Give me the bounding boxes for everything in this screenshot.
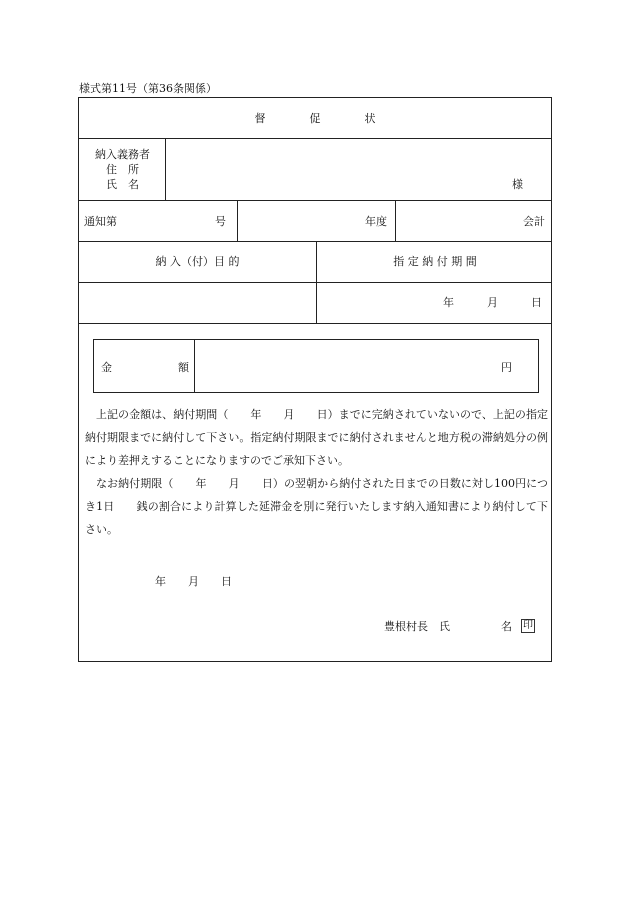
row-divider bbox=[79, 282, 551, 283]
col-divider bbox=[165, 138, 166, 200]
notice-form bbox=[78, 97, 552, 662]
deadline-date: 年 月 日 bbox=[443, 296, 542, 309]
name-label: 氏 名 bbox=[106, 178, 139, 191]
deadline-label: 指 定 納 付 期 間 bbox=[393, 255, 477, 268]
amount-unit: 円 bbox=[501, 361, 512, 374]
issuer-title: 豊根村長 氏 bbox=[384, 620, 450, 633]
amount-label-left: 金 bbox=[101, 361, 112, 374]
issue-date: 年 月 日 bbox=[155, 575, 232, 588]
account-label: 会計 bbox=[523, 215, 545, 228]
seal-icon: 印 bbox=[523, 620, 533, 631]
amount-divider bbox=[194, 340, 195, 392]
notice-number-prefix: 通知第 bbox=[84, 215, 117, 228]
payer-label: 納入義務者 bbox=[95, 148, 150, 161]
address-label: 住 所 bbox=[106, 163, 139, 176]
col-divider bbox=[237, 200, 238, 241]
notice-number-suffix: 号 bbox=[215, 215, 226, 228]
row-divider bbox=[79, 241, 551, 242]
seal-mark bbox=[521, 619, 535, 633]
body-paragraph-1: 上記の金額は、納付期間（ 年 月 日）までに完納されていないので、上記の指定納付期限までに納付して下さい。指定納付期限までに納付されませんと地方税の滞納処分の例により差押えすることになりますのでご承知下さい。 bbox=[85, 408, 548, 467]
notice-body bbox=[85, 403, 548, 541]
amount-label-right: 額 bbox=[178, 361, 189, 374]
row-divider bbox=[79, 138, 551, 139]
form-number: 様式第11号（第36条関係） bbox=[79, 82, 217, 95]
body-paragraph-2: なお納付期限（ 年 月 日）の翌朝から納付された日までの日数に対し100円につき1日 銭の割合により計算した延滞金を別に発行いたします納入通知書により納付して下さい。 bbox=[85, 477, 548, 536]
purpose-label: 納 入（付）目 的 bbox=[155, 255, 240, 268]
amount-box bbox=[93, 339, 539, 393]
row-divider bbox=[79, 200, 551, 201]
honorific: 様 bbox=[512, 178, 523, 191]
row-divider bbox=[79, 323, 551, 324]
fiscal-year-label: 年度 bbox=[365, 215, 387, 228]
issuer-name-char: 名 bbox=[501, 620, 512, 633]
col-divider bbox=[395, 200, 396, 241]
form-title: 督 促 状 bbox=[254, 112, 376, 125]
